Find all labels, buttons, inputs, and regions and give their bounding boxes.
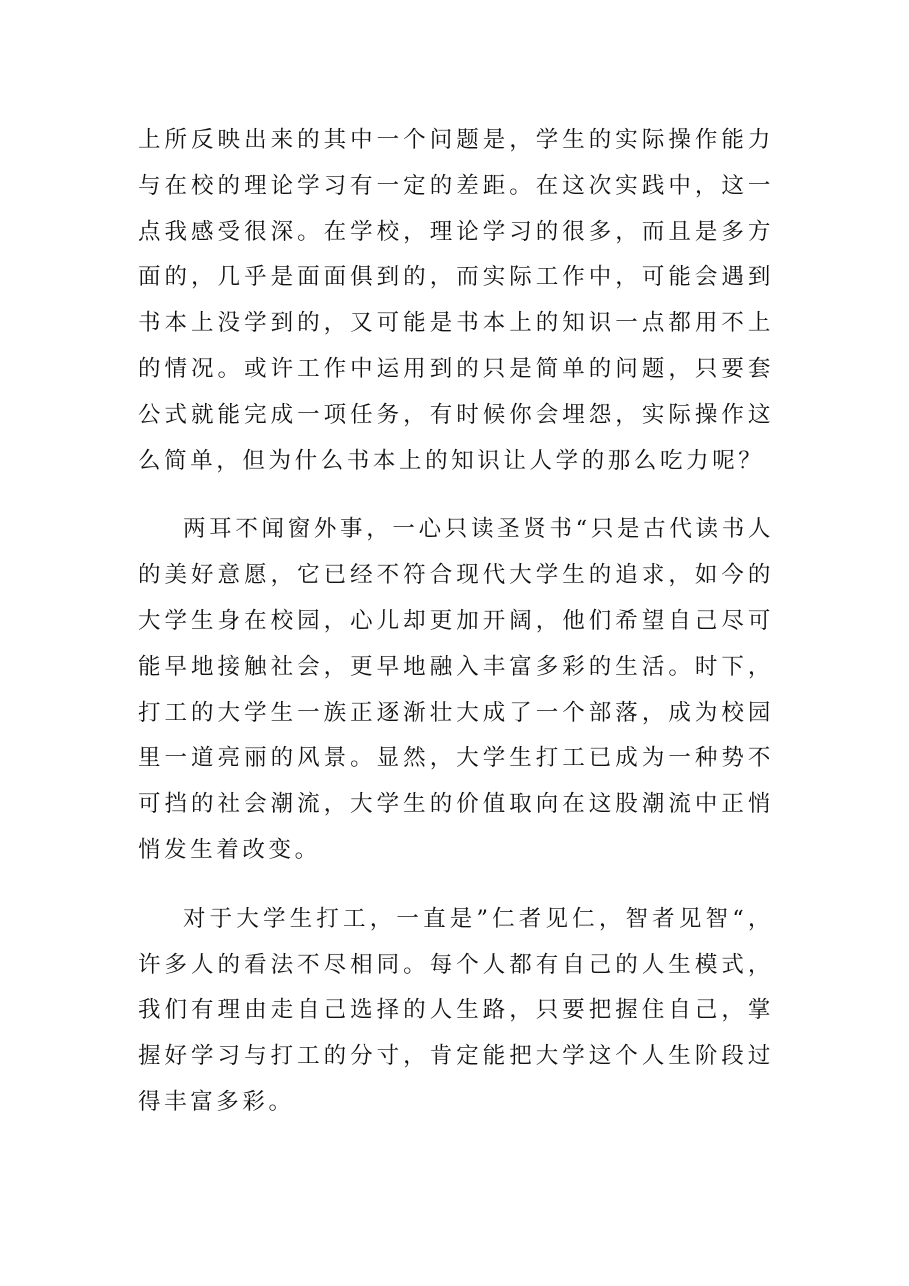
paragraph-1: 上所反映出来的其中一个问题是，学生的实际操作能力与在校的理论学习有一定的差距。在这次实践中，这一点我感受很深。在学校，理论学习的很多，而且是多方面的，几乎是面面俱到的，而实际工作中，可能会遇到书本上没学到的，又可能是书本上的知识一点都用不上的情况。或许工作中运用到的只是简单的问题，只要套公式就能完成一项任务，有时候你会埋怨，实际操作这么简单，但为什么书本上的知识让人学的那么吃力呢？	[138, 127, 774, 474]
paragraph-3: 对于大学生打工，一直是”仁者见仁，智者见智“，许多人的看法不尽相同。每个人都有自己的人生模式，我们有理由走自己选择的人生路，只要把握住自己，掌握好学习与打工的分寸，肯定能把大学这个人生阶段过得丰富多彩。	[138, 905, 774, 1115]
document-body	[138, 118, 774, 1126]
paragraph-2: 两耳不闻窗外事，一心只读圣贤书“只是古代读书人的美好意愿，它已经不符合现代大学生的追求，如今的大学生身在校园，心儿却更加开阔，他们希望自己尽可能早地接触社会，更早地融入丰富多彩的生活。时下，打工的大学生一族正逐渐壮大成了一个部落，成为校园里一道亮丽的风景。显然，大学生打工已成为一种势不可挡的社会潮流，大学生的价值取向在这股潮流中正悄悄发生着改变。	[138, 516, 774, 863]
